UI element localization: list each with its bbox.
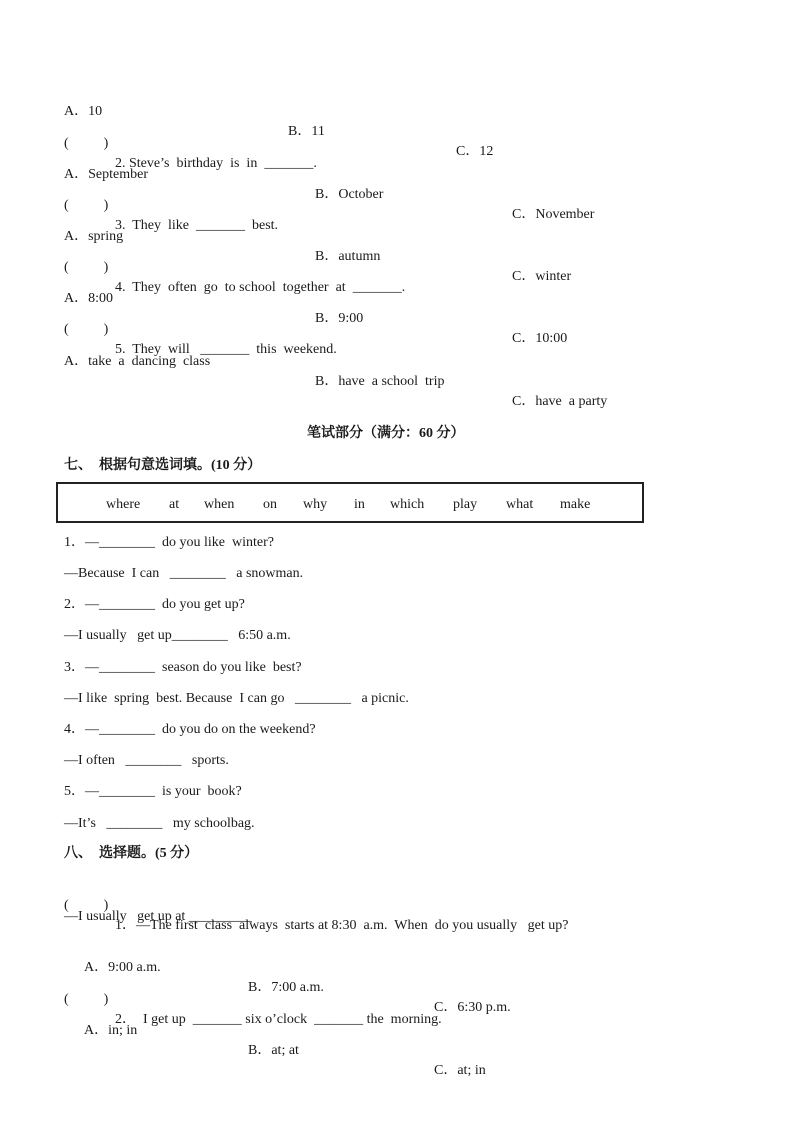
option-b: B．at; at: [248, 1043, 299, 1058]
answer-paren: ( ): [64, 322, 109, 337]
option-a: A．8:00: [64, 291, 113, 306]
fill-line: 2．—________ do you get up?: [64, 597, 245, 612]
fill-line: —It’s ________ my schoolbag.: [64, 816, 255, 831]
fill-line: —I like spring best. Because I can go ________ a picnic.: [64, 691, 409, 706]
section-7-title: 七、 根据句意选词填。(10 分）: [64, 458, 262, 473]
q4-options: [0, 269, 794, 346]
option-a: A．9:00 a.m.: [84, 960, 161, 975]
word-bank-item: which: [390, 497, 425, 512]
option-a: A．10: [64, 104, 103, 119]
answer-paren: ( ): [64, 898, 109, 913]
word-bank-item: what: [506, 497, 534, 512]
word-bank-item: play: [453, 497, 478, 512]
q2-options: [0, 145, 794, 222]
option-b: B．have a school trip: [315, 374, 445, 389]
answer-line: —I usually get up at _________: [64, 909, 252, 924]
word-bank-item: why: [303, 497, 328, 512]
option-b: B．October: [315, 187, 384, 202]
answer-paren: ( ): [64, 992, 109, 1007]
option-a: A．spring: [64, 229, 124, 244]
fill-line: —Because I can ________ a snowman.: [64, 566, 304, 581]
section-8-title: 八、 选择题。(5 分）: [64, 846, 199, 861]
question-text: 3. They like _______ best.: [115, 218, 279, 233]
answer-paren: ( ): [64, 260, 109, 275]
option-b: B．7:00 a.m.: [248, 980, 324, 995]
fill-line: 5．—________ is your book?: [64, 784, 242, 799]
option-b: B．9:00: [315, 311, 364, 326]
question-text: 2． I get up _______ six o’clock _______ the morning.: [115, 1012, 442, 1027]
q3-options: [0, 207, 794, 284]
option-c: C．12: [456, 144, 494, 159]
word-bank-item: where: [106, 497, 141, 512]
answer-paren: ( ): [64, 136, 109, 151]
fill-line: 1．—________ do you like winter?: [64, 535, 274, 550]
word-bank: [56, 482, 644, 523]
word-bank-item: on: [263, 497, 277, 512]
option-c: C．winter: [512, 269, 572, 284]
option-a: A．September: [64, 167, 148, 182]
word-bank-item: at: [169, 497, 180, 512]
s8-q2-options: [0, 1001, 794, 1078]
option-a: A．in; in: [84, 1023, 138, 1038]
q5-options: [0, 332, 794, 409]
option-b: B．11: [288, 124, 325, 139]
s8-q1-options: [0, 938, 794, 1015]
word-bank-item: in: [354, 497, 365, 512]
fill-line: —I often ________ sports.: [64, 753, 229, 768]
option-a: A．take a dancing class: [64, 354, 211, 369]
fill-line: —I usually get up________ 6:50 a.m.: [64, 628, 291, 643]
question-text: 1．—The first class always starts at 8:30 a.m. When do you usually get up?: [115, 918, 569, 933]
answer-paren: ( ): [64, 198, 109, 213]
option-b: B．autumn: [315, 249, 381, 264]
option-c: C．November: [512, 207, 595, 222]
q1-options: [0, 82, 794, 159]
written-part-title: 笔试部分（满分：60 分）: [307, 426, 465, 441]
fill-line: 4．—________ do you do on the weekend?: [64, 722, 316, 737]
word-bank-item: when: [204, 497, 235, 512]
word-bank-item: make: [560, 497, 591, 512]
question-text: 2. Steve’s birthday is in _______.: [115, 156, 317, 171]
fill-line: 3．—________ season do you like best?: [64, 660, 302, 675]
option-c: C．have a party: [512, 394, 608, 409]
option-c: C．10:00: [512, 331, 568, 346]
option-c: C．at; in: [434, 1063, 486, 1078]
question-text: 4. They often go to school together at _______.: [115, 280, 406, 295]
option-c: C．6:30 p.m.: [434, 1000, 511, 1015]
question-text: 5. They will _______ this weekend.: [115, 342, 337, 357]
